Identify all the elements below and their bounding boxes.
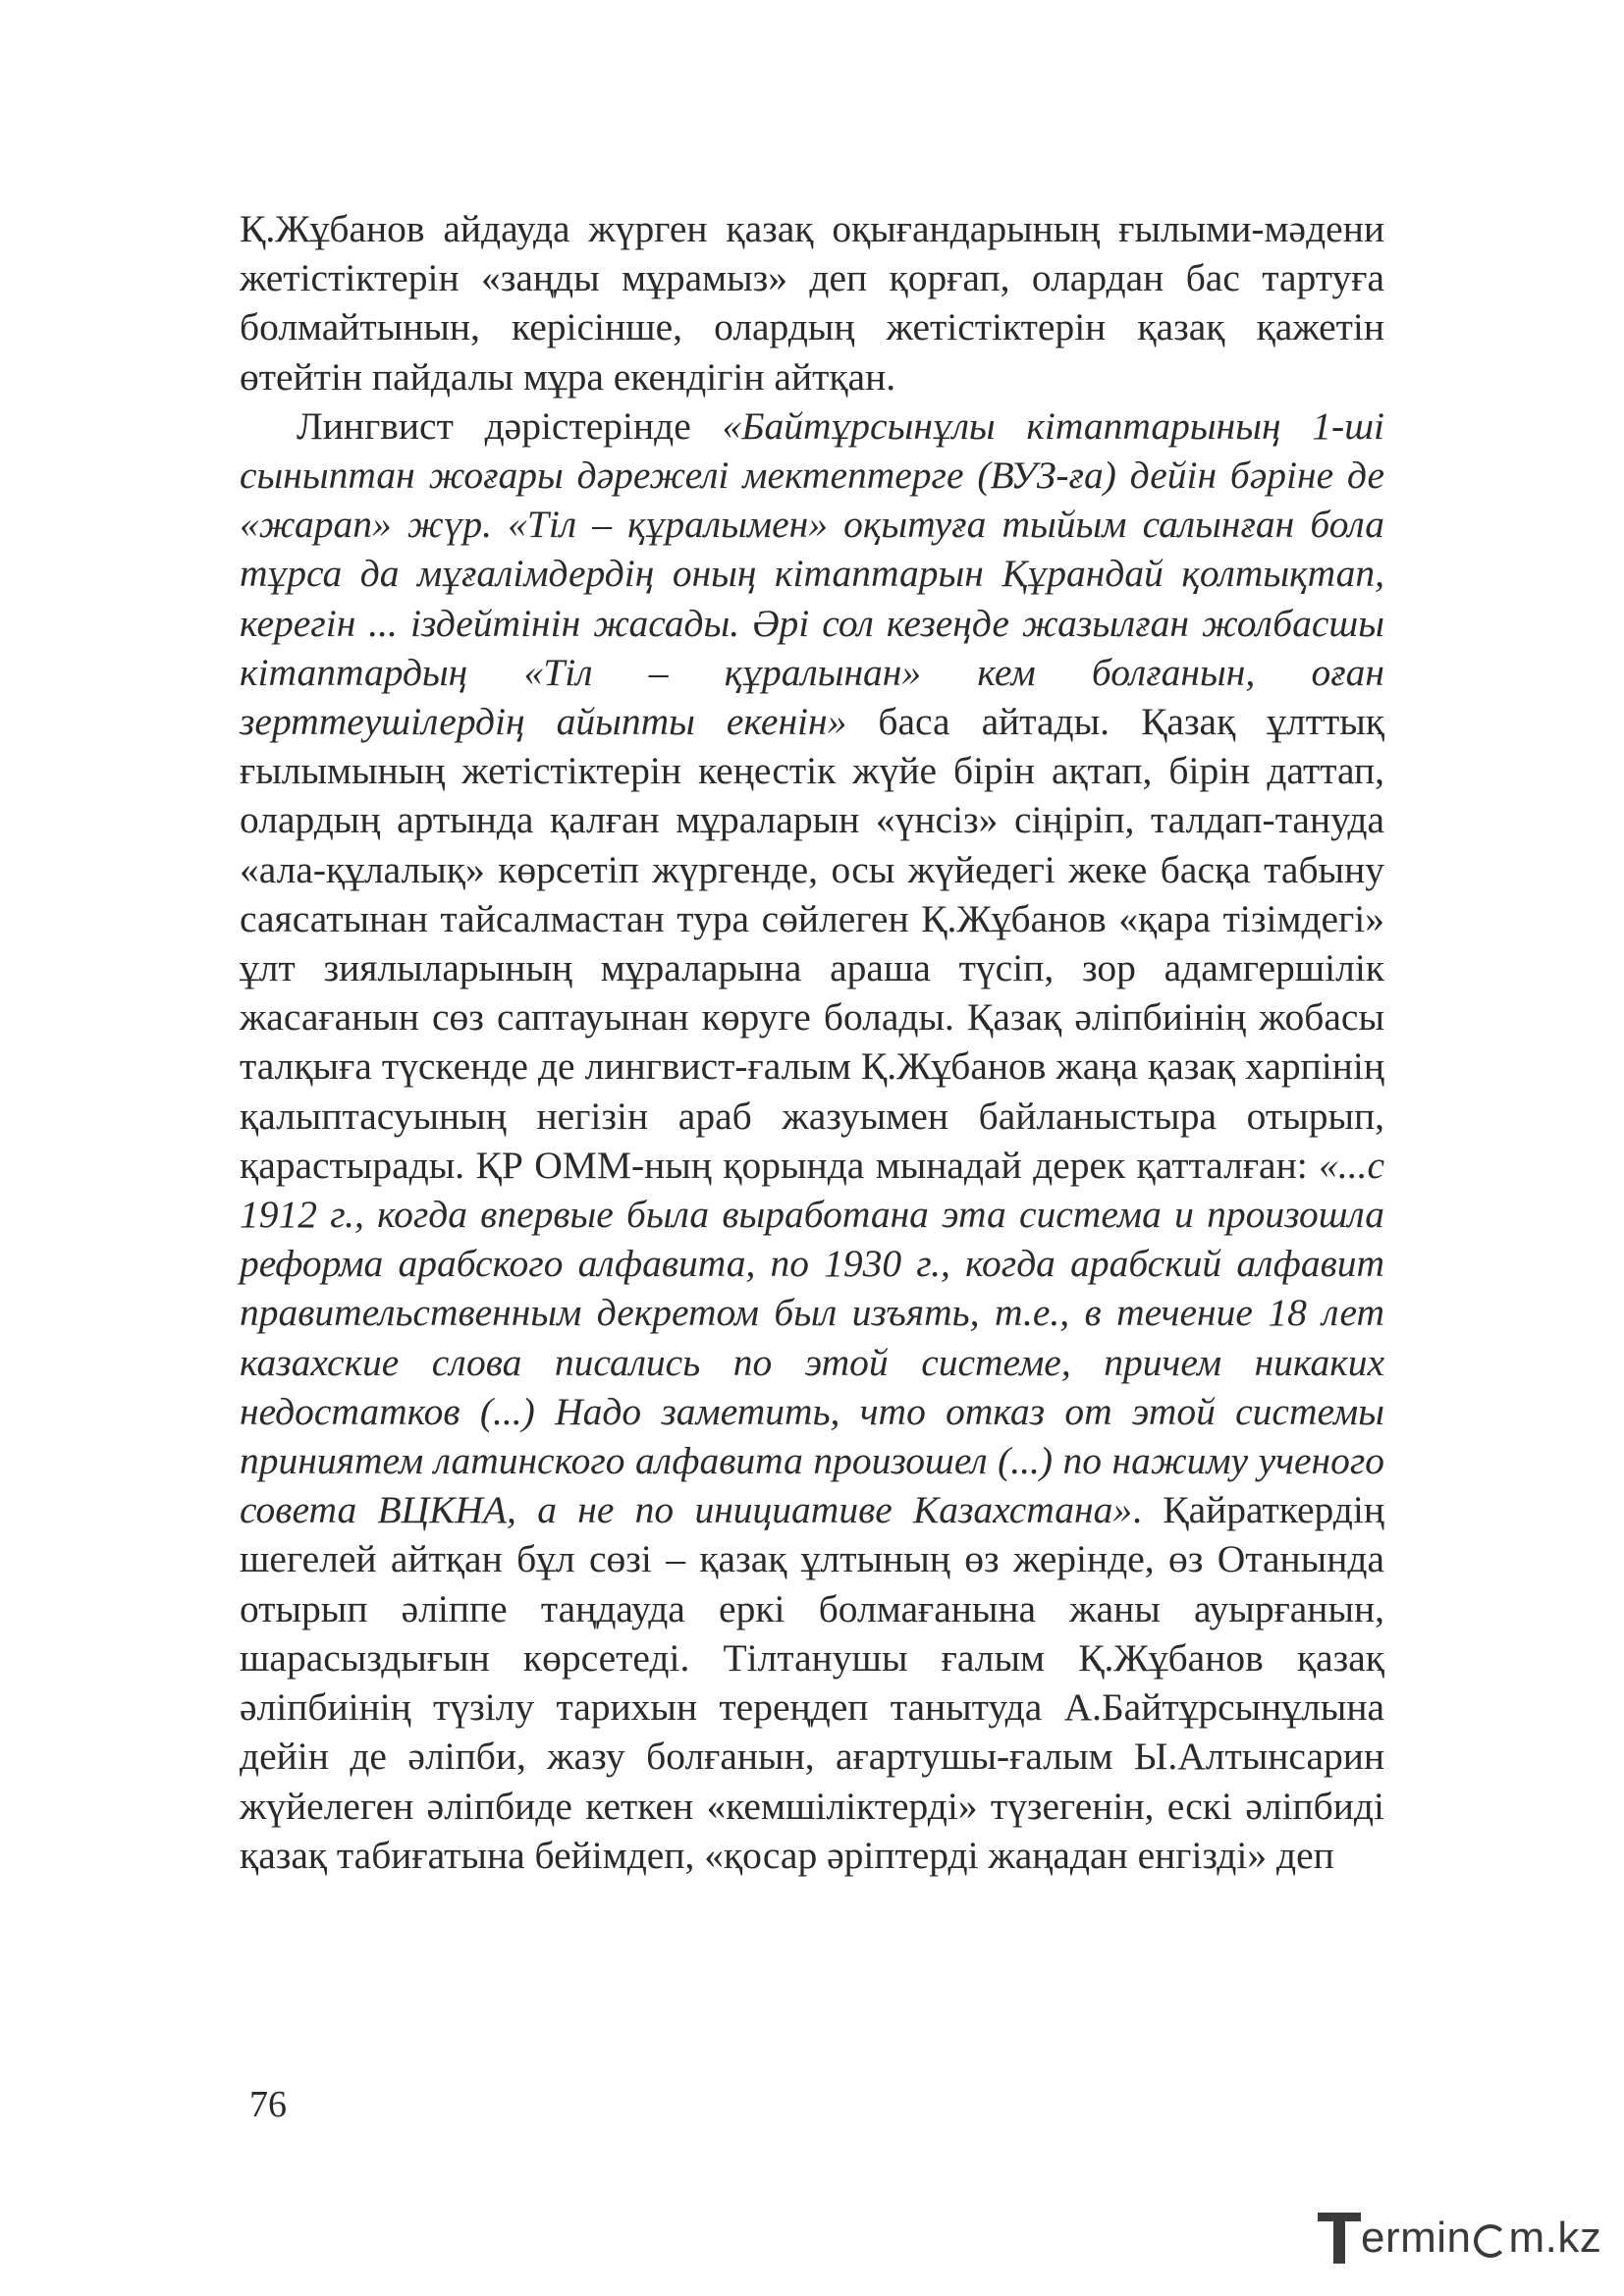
paragraph-2-quote-1: «Байтұрсынұлы кітаптарының 1-ші сыныптан жоғары дәрежелі мектептерге (ВУЗ-ға) дейін бәріне де «жарап» жүр. «Тіл – құралымен» оқытуға тыйым салынған бола тұрса да мұғалімдердің оның кітаптарын Құрандай қолтықтап, керегін ... іздейтінін жасады. Әрі сол кезеңде жазылған жолбасшы кітаптардың «Тіл – құралынан» кем болғанын, оған зерттеушілердің айыпты екенін»	[240, 403, 1384, 744]
page-number: 76	[249, 2084, 287, 2125]
paragraph-2-part-3: баса айтады. Қазақ ұлттық ғылымының жетістіктерін кеңестік жүйе бірін ақтап, бірін даттап, олардың артында қалған мұраларын «үнсіз» сіңіріп, талдап-тануда «ала-құлалық» көрсетіп жүргенде, осы жүйедегі жеке басқа табыну саясатынан тайсалмастан тура сөйлеген Қ.Жұбанов «қара тізімдегі» ұлт зиялыларының мұраларына араша түсіп, зор адамгершілік жасағанын сөз саптауынан көруге болады. Қазақ әліпбиінің жобасы талқыға түскенде де лингвист-ғалым Қ.Жұбанов жаңа қазақ харпінің қалыптасуының негізін араб жазуымен байланыстыра отырып, қарастырады. ҚР ОММ-ның қорында мынадай дерек қатталған:	[240, 700, 1384, 1187]
watermark-t-icon	[1318, 2205, 1361, 2266]
watermark-text-start: ermin	[1361, 2214, 1472, 2262]
paragraph-1	[240, 204, 1384, 401]
watermark-text-end: m.kz	[1508, 2214, 1602, 2262]
paragraph-1-text: Қ.Жұбанов айдауда жүрген қазақ оқығандарының ғылыми-мәдени жетістіктерін «заңды мұрамыз» деп қорғап, олардан бас тартуға болмайтынын, керісінше, олардың жетістіктерін қазақ қажетін өтейтін пайдалы мұра екендігін айтқан.	[240, 207, 1384, 399]
paragraph-2-part-1: Лингвист дәрістерінде	[297, 403, 723, 448]
watermark-logo	[1318, 2197, 1601, 2266]
paragraph-2-part-5: . Қайраткердің шегелей айтқан бұл сөзі – қазақ ұлтының өз жерінде, өз Отанында отырып әліппе таңдауда еркі болмағанына жаны ауырғанын, шарасыздығын көрсетеді. Тілтанушы ғалым Қ.Жұбанов қазақ әліпбиінің түзілу тарихын тереңдеп танытуда А.Байтұрсынұлына дейін де әліпби, жазу болғанын, ағартушы-ғалым Ы.Алтынсарин жүйелеген әліпбиде кеткен «кемшіліктерді» түзегенін, ескі әліпбиді қазақ табиғатына бейімдеп, «қосар әріптерді жаңадан енгізді» деп	[240, 1488, 1384, 1877]
watermark-c-ring-icon	[1474, 2224, 1507, 2258]
page-body	[240, 204, 1384, 1880]
paragraph-2-quote-2: «...с 1912 г., когда впервые была выработана эта система и произошла реформа арабского алфавита, по 1930 г., когда арабский алфавит правительственным декретом был изъять, т.е., в течение 18 лет казахские слова писались по этой системе, причем никаких недостатков (...) Надо заметить, что отказ от этой системы приниятем латинского алфавита произошел (...) по нажиму ученого совета ВЦКНА, а не по инициативе Казахстана»	[240, 1143, 1384, 1532]
paragraph-2	[240, 401, 1384, 1880]
